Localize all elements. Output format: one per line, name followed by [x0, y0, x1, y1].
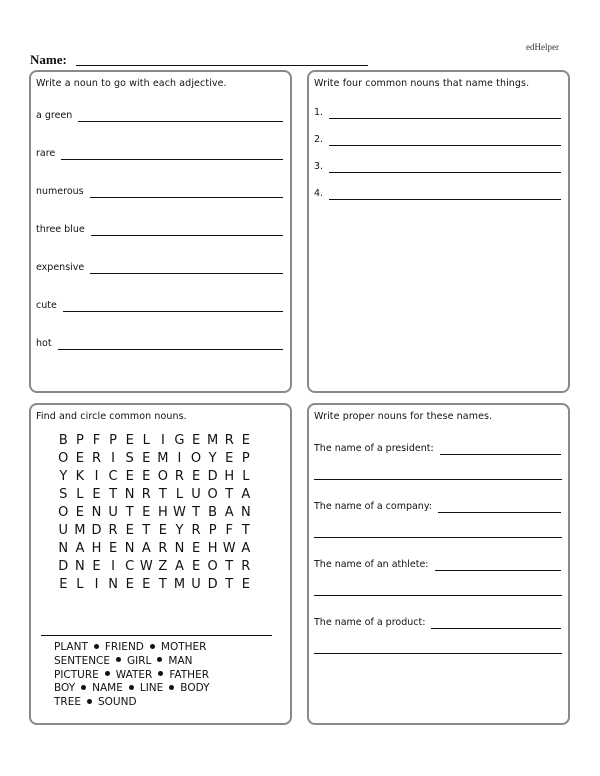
grid-letter[interactable]: Y	[208, 451, 217, 466]
grid-letter[interactable]: P	[241, 451, 250, 466]
panel-title: Write four common nouns that name things.	[314, 78, 530, 89]
grid-letter[interactable]: E	[92, 487, 101, 502]
grid-letter[interactable]: S	[125, 451, 134, 466]
answer-line[interactable]	[435, 562, 561, 571]
word-bank-word: BOY	[54, 682, 76, 695]
grid-letter[interactable]: C	[125, 559, 135, 574]
adjective-label: expensive	[36, 262, 85, 273]
grid-letter[interactable]: K	[75, 469, 85, 484]
prompt-label: The name of an athlete:	[314, 559, 429, 570]
grid-letter[interactable]: T	[241, 523, 250, 538]
grid-letter[interactable]: D	[58, 559, 69, 574]
grid-letter[interactable]: I	[177, 451, 182, 466]
word-search-panel	[29, 403, 292, 725]
grid-letter[interactable]: A	[224, 505, 234, 520]
answer-row	[314, 557, 561, 571]
grid-letter[interactable]: T	[225, 577, 234, 592]
bullet-dot	[94, 644, 99, 649]
word-bank-word: SOUND	[97, 696, 137, 709]
grid-letter[interactable]: M	[74, 523, 86, 538]
bullet-dot	[116, 657, 121, 662]
word-bank-word: SENTENCE	[54, 654, 111, 667]
grid-letter[interactable]: O	[157, 469, 168, 484]
grid-letter[interactable]: I	[94, 469, 99, 484]
answer-row	[36, 146, 283, 160]
grid-row	[55, 487, 254, 505]
prompt-label: The name of a president:	[314, 443, 434, 454]
grid-letter[interactable]: O	[58, 451, 69, 466]
grid-letter[interactable]: D	[207, 469, 218, 484]
letter-grid	[55, 433, 254, 595]
grid-letter[interactable]: N	[75, 559, 85, 574]
grid-letter[interactable]: L	[242, 469, 250, 484]
grid-letter[interactable]: M	[173, 577, 186, 592]
answer-row	[36, 108, 283, 122]
prompt-label: The name of a company:	[314, 501, 432, 512]
grid-letter[interactable]: R	[241, 559, 251, 574]
word-bank-word: FRIEND	[104, 641, 144, 653]
grid-row	[55, 433, 254, 451]
grid-row	[55, 541, 254, 559]
bullet-dot	[158, 671, 163, 676]
grid-letter[interactable]: I	[111, 559, 115, 574]
grid-letter[interactable]: E	[225, 451, 234, 466]
grid-letter[interactable]: A	[75, 541, 85, 556]
name-input-line[interactable]	[76, 65, 368, 66]
grid-letter[interactable]: R	[141, 487, 151, 502]
grid-letter[interactable]: F	[92, 433, 101, 448]
grid-letter[interactable]: E	[59, 577, 68, 592]
grid-letter[interactable]: U	[58, 523, 69, 538]
grid-letter[interactable]: L	[76, 487, 84, 502]
grid-letter[interactable]: I	[94, 577, 99, 592]
panel-title: Write proper nouns for these names.	[314, 411, 493, 422]
word-bank-word: MAN	[168, 654, 193, 667]
grid-row	[55, 451, 254, 469]
grid-letter[interactable]: T	[192, 505, 201, 520]
answer-row	[314, 441, 561, 455]
grid-letter[interactable]: I	[160, 433, 165, 448]
bullet-dot	[105, 671, 110, 676]
grid-letter[interactable]: E	[158, 523, 167, 538]
answer-line[interactable]	[90, 189, 283, 198]
grid-letter[interactable]: E	[125, 433, 134, 448]
grid-letter[interactable]: O	[207, 559, 218, 574]
grid-letter[interactable]: W	[139, 559, 153, 574]
answer-line[interactable]	[440, 446, 561, 455]
word-bank-line	[54, 669, 210, 683]
grid-letter[interactable]: R	[224, 433, 234, 448]
grid-letter[interactable]: Y	[59, 469, 68, 484]
grid-letter[interactable]: C	[108, 469, 118, 484]
grid-letter[interactable]: T	[225, 559, 234, 574]
answer-line[interactable]	[438, 504, 561, 513]
grid-letter[interactable]: H	[207, 541, 218, 556]
word-bank-word: FATHER	[169, 668, 210, 681]
grid-letter[interactable]: N	[108, 577, 118, 592]
grid-letter[interactable]: N	[124, 541, 135, 556]
panel-title: Find and circle common nouns.	[36, 411, 187, 422]
item-number: 4.	[314, 188, 324, 199]
bullet-dot	[157, 657, 162, 662]
answer-line[interactable]	[91, 227, 283, 236]
grid-letter[interactable]: T	[225, 487, 234, 502]
grid-letter[interactable]: M	[207, 433, 219, 448]
name-label: Name:	[30, 52, 67, 67]
word-bank-line	[54, 641, 210, 655]
grid-letter[interactable]: E	[142, 505, 151, 520]
answer-line[interactable]	[61, 151, 283, 160]
grid-letter[interactable]: L	[76, 577, 84, 592]
adjective-label: rare	[36, 148, 56, 159]
answer-row	[314, 105, 561, 119]
grid-letter[interactable]: E	[108, 541, 118, 556]
grid-letter[interactable]: E	[125, 523, 134, 538]
grid-letter[interactable]: S	[59, 487, 68, 502]
grid-letter[interactable]: H	[224, 469, 235, 484]
item-number: 2.	[314, 134, 324, 145]
grid-letter[interactable]: B	[58, 433, 68, 448]
grid-letter[interactable]: N	[91, 505, 102, 520]
adjective-label: three blue	[36, 224, 85, 235]
grid-letter[interactable]: E	[191, 433, 201, 448]
item-number: 3.	[314, 161, 324, 172]
grid-letter[interactable]: E	[125, 469, 134, 484]
grid-row	[55, 523, 254, 541]
grid-letter[interactable]: E	[241, 433, 250, 448]
answer-line[interactable]	[329, 137, 561, 146]
answer-row	[36, 298, 283, 312]
grid-letter[interactable]: P	[208, 523, 217, 538]
grid-letter[interactable]: E	[125, 577, 134, 592]
grid-letter[interactable]: H	[91, 541, 102, 556]
adjective-label: a green	[36, 110, 73, 121]
grid-letter[interactable]: R	[108, 523, 118, 538]
word-bank-word: WATER	[115, 668, 153, 681]
adjectives-panel	[29, 70, 292, 393]
grid-letter[interactable]: B	[208, 505, 218, 520]
common-nouns-panel	[307, 70, 570, 393]
word-bank-word: PICTURE	[54, 668, 99, 681]
bullet-dot	[150, 644, 155, 649]
word-bank	[54, 641, 210, 710]
word-bank-word: GIRL	[127, 654, 152, 667]
answer-line[interactable]	[63, 303, 283, 312]
grid-letter[interactable]: Z	[158, 559, 168, 574]
grid-letter[interactable]: Y	[175, 523, 184, 538]
prompt-label: The name of a product:	[314, 617, 426, 628]
grid-letter[interactable]: U	[191, 487, 201, 502]
grid-letter[interactable]: U	[108, 505, 118, 520]
word-bank-word: LINE	[139, 682, 164, 695]
adjective-label: hot	[36, 338, 52, 349]
answer-row	[314, 499, 561, 513]
word-bank-word: PLANT	[54, 641, 88, 653]
word-bank-line	[54, 696, 210, 710]
answer-line[interactable]	[314, 537, 562, 538]
grid-letter[interactable]: A	[175, 559, 184, 574]
bullet-dot	[169, 685, 174, 690]
grid-letter[interactable]: D	[207, 577, 218, 592]
answer-row	[314, 186, 561, 200]
answer-row	[314, 615, 561, 629]
grid-letter[interactable]: H	[157, 505, 168, 520]
brand-label: edHelper	[526, 42, 559, 52]
grid-letter[interactable]: L	[175, 487, 184, 502]
answer-line[interactable]	[329, 191, 561, 200]
word-bank-word: NAME	[92, 682, 123, 695]
grid-letter[interactable]: R	[174, 469, 184, 484]
grid-letter[interactable]: A	[241, 487, 251, 502]
grid-row	[55, 559, 254, 577]
grid-letter[interactable]: F	[225, 523, 233, 538]
grid-letter[interactable]: U	[191, 577, 201, 592]
grid-letter[interactable]: E	[191, 559, 201, 574]
grid-letter[interactable]: N	[240, 505, 251, 520]
answer-line[interactable]	[314, 479, 562, 480]
bullet-dot	[87, 699, 92, 704]
bullet-dot	[81, 685, 86, 690]
grid-letter[interactable]: E	[92, 559, 101, 574]
answer-line[interactable]	[78, 113, 283, 122]
grid-letter[interactable]: R	[91, 451, 101, 466]
grid-letter[interactable]: L	[142, 433, 150, 448]
grid-letter[interactable]: E	[142, 469, 151, 484]
answer-row	[36, 222, 283, 236]
grid-letter[interactable]: E	[241, 577, 250, 592]
grid-letter[interactable]: T	[142, 523, 151, 538]
grid-letter[interactable]: T	[158, 577, 167, 592]
grid-letter[interactable]: W	[173, 505, 186, 520]
answer-line[interactable]	[329, 110, 561, 119]
divider	[41, 635, 272, 636]
grid-letter[interactable]: A	[141, 541, 151, 556]
answer-row	[36, 184, 283, 198]
grid-letter[interactable]: G	[174, 433, 185, 448]
answer-row	[314, 159, 561, 173]
grid-letter[interactable]: T	[109, 487, 118, 502]
grid-letter[interactable]: N	[58, 541, 69, 556]
grid-letter[interactable]: E	[142, 451, 151, 466]
grid-letter[interactable]: O	[207, 487, 218, 502]
word-bank-word: MOTHER	[160, 641, 207, 653]
answer-line[interactable]	[314, 653, 562, 654]
adjective-label: numerous	[36, 186, 84, 197]
grid-letter[interactable]: R	[191, 523, 201, 538]
word-bank-word: BODY	[180, 682, 210, 695]
grid-letter[interactable]: W	[222, 541, 236, 556]
grid-letter[interactable]: E	[75, 451, 84, 466]
grid-letter[interactable]: P	[109, 433, 117, 448]
grid-letter[interactable]: P	[75, 433, 84, 448]
panel-title: Write a noun to go with each adjective.	[36, 78, 227, 89]
answer-line[interactable]	[314, 595, 562, 596]
item-number: 1.	[314, 107, 324, 118]
grid-letter[interactable]: N	[174, 541, 185, 556]
grid-letter[interactable]: I	[111, 451, 115, 466]
grid-letter[interactable]: N	[124, 487, 135, 502]
grid-row	[55, 505, 254, 523]
grid-letter[interactable]: T	[158, 487, 167, 502]
answer-row	[36, 336, 283, 350]
word-bank-line	[54, 682, 210, 696]
proper-nouns-panel	[307, 403, 570, 725]
answer-row	[36, 260, 283, 274]
bullet-dot	[129, 685, 134, 690]
answer-line[interactable]	[431, 620, 561, 629]
grid-letter[interactable]: E	[191, 469, 201, 484]
grid-letter[interactable]: R	[158, 541, 168, 556]
answer-row	[314, 132, 561, 146]
grid-letter[interactable]: E	[75, 505, 84, 520]
grid-letter[interactable]: O	[58, 505, 69, 520]
adjective-label: cute	[36, 300, 57, 311]
grid-letter[interactable]: E	[142, 577, 151, 592]
answer-line[interactable]	[58, 341, 283, 350]
grid-letter[interactable]: D	[91, 523, 102, 538]
grid-letter[interactable]: O	[190, 451, 202, 466]
grid-letter[interactable]: A	[241, 541, 251, 556]
answer-line[interactable]	[90, 265, 283, 274]
word-bank-word: TREE	[54, 696, 81, 709]
answer-line[interactable]	[329, 164, 561, 173]
grid-row	[55, 469, 254, 487]
grid-letter[interactable]: M	[157, 451, 169, 466]
word-bank-line	[54, 655, 210, 669]
grid-letter[interactable]: T	[125, 505, 134, 520]
grid-letter[interactable]: E	[191, 541, 201, 556]
grid-row	[55, 577, 254, 595]
